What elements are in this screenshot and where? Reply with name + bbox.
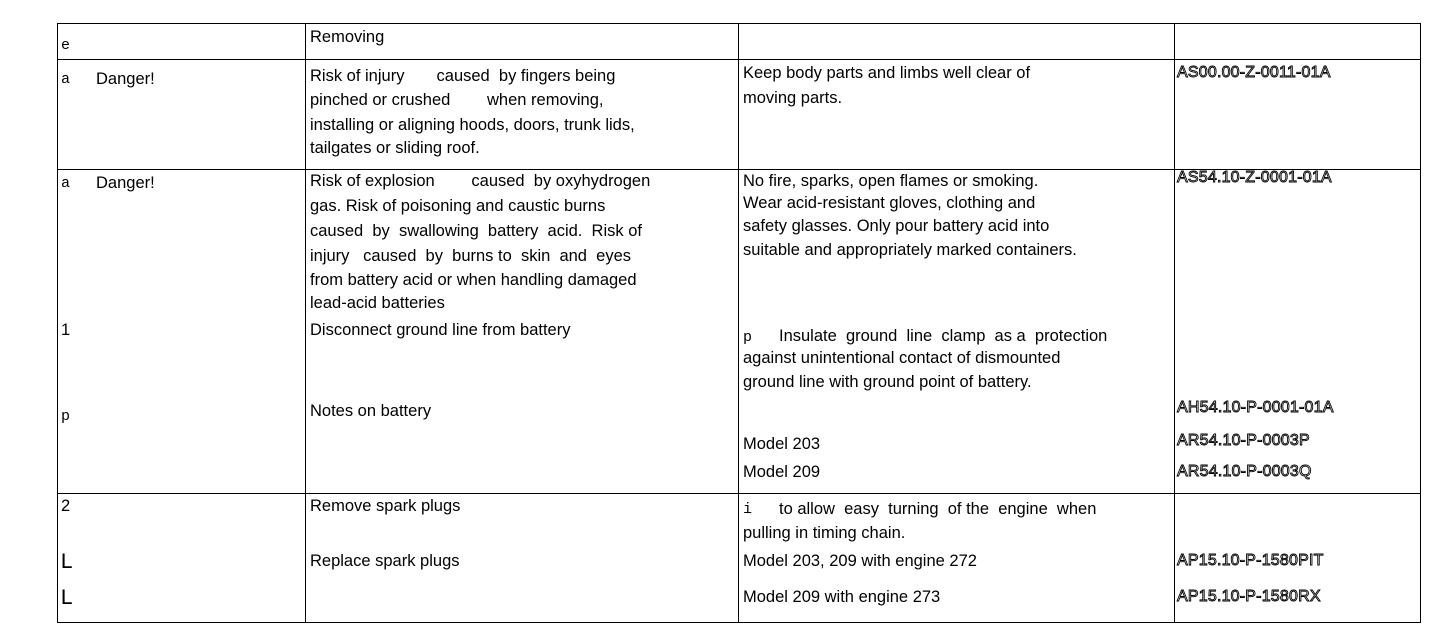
danger-text-line: Risk of explosion caused by oxyhydrogen [310, 172, 651, 190]
step-text: Disconnect ground line from battery [310, 321, 571, 339]
step-number: 1 [61, 321, 71, 339]
step-note-line: ground line with ground point of battery. [743, 373, 1032, 391]
safety-note-line: Keep body parts and limbs well clear of [743, 64, 1031, 82]
link-symbol-l: L [60, 586, 74, 611]
step-text: Remove spark plugs [310, 497, 461, 515]
column-divider [738, 24, 739, 622]
danger-text-line: gas. Risk of poisoning and caustic burns [310, 197, 606, 215]
model-label: Model 203 [743, 435, 821, 453]
safety-note-line: suitable and appropriately marked containers. [743, 241, 1077, 259]
danger-symbol: a [61, 71, 71, 88]
step-note-line: to allow easy turning of the engine when [779, 500, 1097, 518]
step-note-line: Insulate ground line clamp as a protection [779, 327, 1108, 345]
model-label: Model 209 [743, 463, 821, 481]
safety-note-line: No fire, sparks, open flames or smoking. [743, 172, 1039, 190]
danger-text-line: lead-acid batteries [310, 294, 445, 312]
danger-text-line: Risk of injury caused by fingers being [310, 67, 616, 85]
note-symbol-p: p [743, 329, 753, 346]
document-reference[interactable]: AR54.10-P-0003Q [1177, 463, 1312, 480]
step-number: 2 [61, 497, 71, 515]
safety-note-line: safety glasses. Only pour battery acid into [743, 217, 1050, 235]
danger-text-line: caused by swallowing battery acid. Risk of [310, 222, 642, 240]
note-symbol-p: p [61, 408, 71, 425]
danger-label: Danger! [96, 174, 155, 192]
danger-text-line: injury caused by burns to skin and eyes [310, 247, 632, 265]
danger-text-line: installing or aligning hoods, doors, trunk lids, [310, 116, 635, 134]
danger-label: Danger! [96, 70, 155, 88]
document-reference[interactable]: AR54.10-P-0003P [1177, 432, 1310, 449]
battery-notes-text: Notes on battery [310, 402, 432, 420]
danger-text-line: tailgates or sliding roof. [310, 139, 480, 157]
model-label: Model 203, 209 with engine 272 [743, 552, 977, 570]
document-reference[interactable]: AH54.10-P-0001-01A [1177, 399, 1334, 416]
column-divider [1174, 24, 1175, 622]
row-divider [58, 59, 1420, 60]
procedure-table [57, 23, 1421, 623]
symbol-e: e [61, 37, 71, 54]
model-label: Model 209 with engine 273 [743, 588, 941, 606]
info-symbol-i: i [743, 501, 753, 518]
danger-text-line: pinched or crushed when removing, [310, 91, 604, 109]
column-divider [305, 24, 306, 622]
step-note-line: against unintentional contact of dismounted [743, 349, 1061, 367]
safety-note-line: moving parts. [743, 89, 843, 107]
link-symbol-l: L [60, 550, 74, 575]
step-note-line: pulling in timing chain. [743, 524, 906, 542]
safety-note-line: Wear acid-resistant gloves, clothing and [743, 194, 1036, 212]
danger-symbol: a [61, 175, 71, 192]
row-divider [58, 493, 1420, 494]
section-title-removing: Removing [310, 28, 385, 46]
danger-text-line: from battery acid or when handling damaged [310, 271, 637, 289]
replace-text: Replace spark plugs [310, 552, 460, 570]
document-reference[interactable]: AP15.10-P-1580RX [1177, 588, 1321, 605]
document-reference[interactable]: AS00.00-Z-0011-01A [1177, 64, 1331, 81]
document-reference[interactable]: AS54.10-Z-0001-01A [1177, 169, 1332, 186]
document-reference[interactable]: AP15.10-P-1580PIT [1177, 552, 1324, 569]
